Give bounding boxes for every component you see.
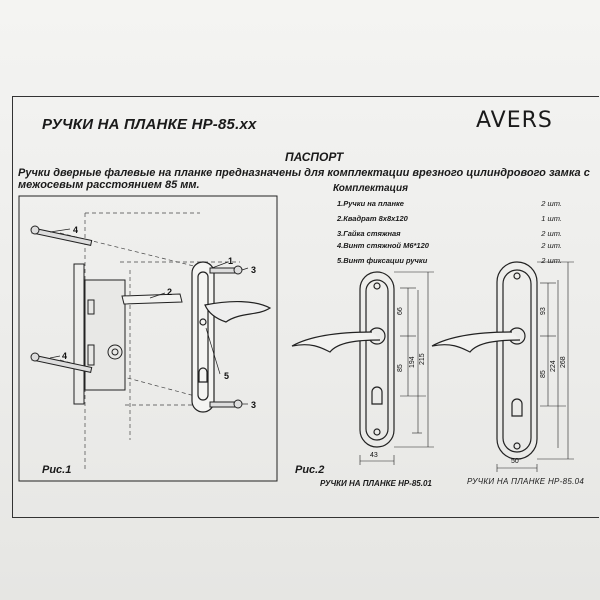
kit-item-name: 4.Винт стяжной М6*120 — [337, 241, 429, 250]
handle-plate-fig1 — [192, 262, 270, 412]
kit-item-name: 2.Квадрат 8х8х120 — [337, 214, 408, 223]
dim-50: 50 — [511, 458, 519, 465]
dim-85: 85 — [540, 370, 547, 378]
intro-text: Ручки дверные фалевые на планке предназначены для комплектации врезного цилиндрового замка с межосевым расстоянием 85 мм. — [18, 167, 590, 191]
dim-43: 43 — [370, 452, 378, 459]
kit-item-qty: 1 шт. — [541, 214, 562, 223]
dim-66: 66 — [397, 307, 404, 315]
kit-heading: Комплектация — [333, 183, 409, 194]
screw-4-upper — [31, 226, 92, 245]
dim-215: 215 — [419, 353, 426, 365]
dim-224: 224 — [550, 360, 557, 372]
handle-nr-85-04 — [432, 262, 537, 459]
callout-3: 3 — [251, 265, 257, 275]
kit-item-name: 3.Гайка стяжная — [337, 229, 401, 238]
square-spindle — [122, 294, 182, 304]
dim-labels-left — [370, 307, 426, 459]
dim-85: 85 — [397, 364, 404, 372]
callout-5: 5 — [224, 371, 230, 381]
figure2-label: Рис.2 — [295, 464, 325, 476]
kit-item-qty: 2 шт. — [541, 199, 562, 208]
dim-93: 93 — [540, 307, 547, 315]
callout-4: 4 — [73, 225, 79, 235]
callout-3: 3 — [251, 400, 257, 410]
kit-item-qty: 2 шт. — [541, 256, 562, 265]
dim-194: 194 — [409, 356, 416, 368]
callout-2: 2 — [167, 287, 173, 297]
kit-item-qty: 2 шт. — [541, 229, 562, 238]
page-title: РУЧКИ НА ПЛАНКЕ НР-85.хх — [42, 116, 257, 133]
brand-logo: AVERS — [476, 108, 553, 133]
lock-body — [74, 264, 125, 404]
figure1-label: Рис.1 — [42, 464, 72, 476]
caption-nr-85-01: РУЧКИ НА ПЛАНКЕ НР-85.01 — [320, 479, 432, 488]
section-heading: ПАСПОРТ — [285, 150, 344, 164]
callout-1: 1 — [228, 256, 234, 266]
caption-nr-85-04: РУЧКИ НА ПЛАНКЕ НР-85.04 — [467, 477, 585, 486]
callout-4: 4 — [62, 351, 68, 361]
screw-3-lower — [210, 400, 242, 408]
kit-item-name: 1.Ручки на планке — [337, 199, 404, 208]
dim-labels-right — [511, 307, 567, 465]
kit-item-name: 5.Винт фиксации ручки — [337, 256, 428, 265]
handle-nr-85-01 — [292, 272, 394, 447]
kit-item-qty: 2 шт. — [541, 241, 562, 250]
dim-268: 268 — [560, 356, 567, 368]
